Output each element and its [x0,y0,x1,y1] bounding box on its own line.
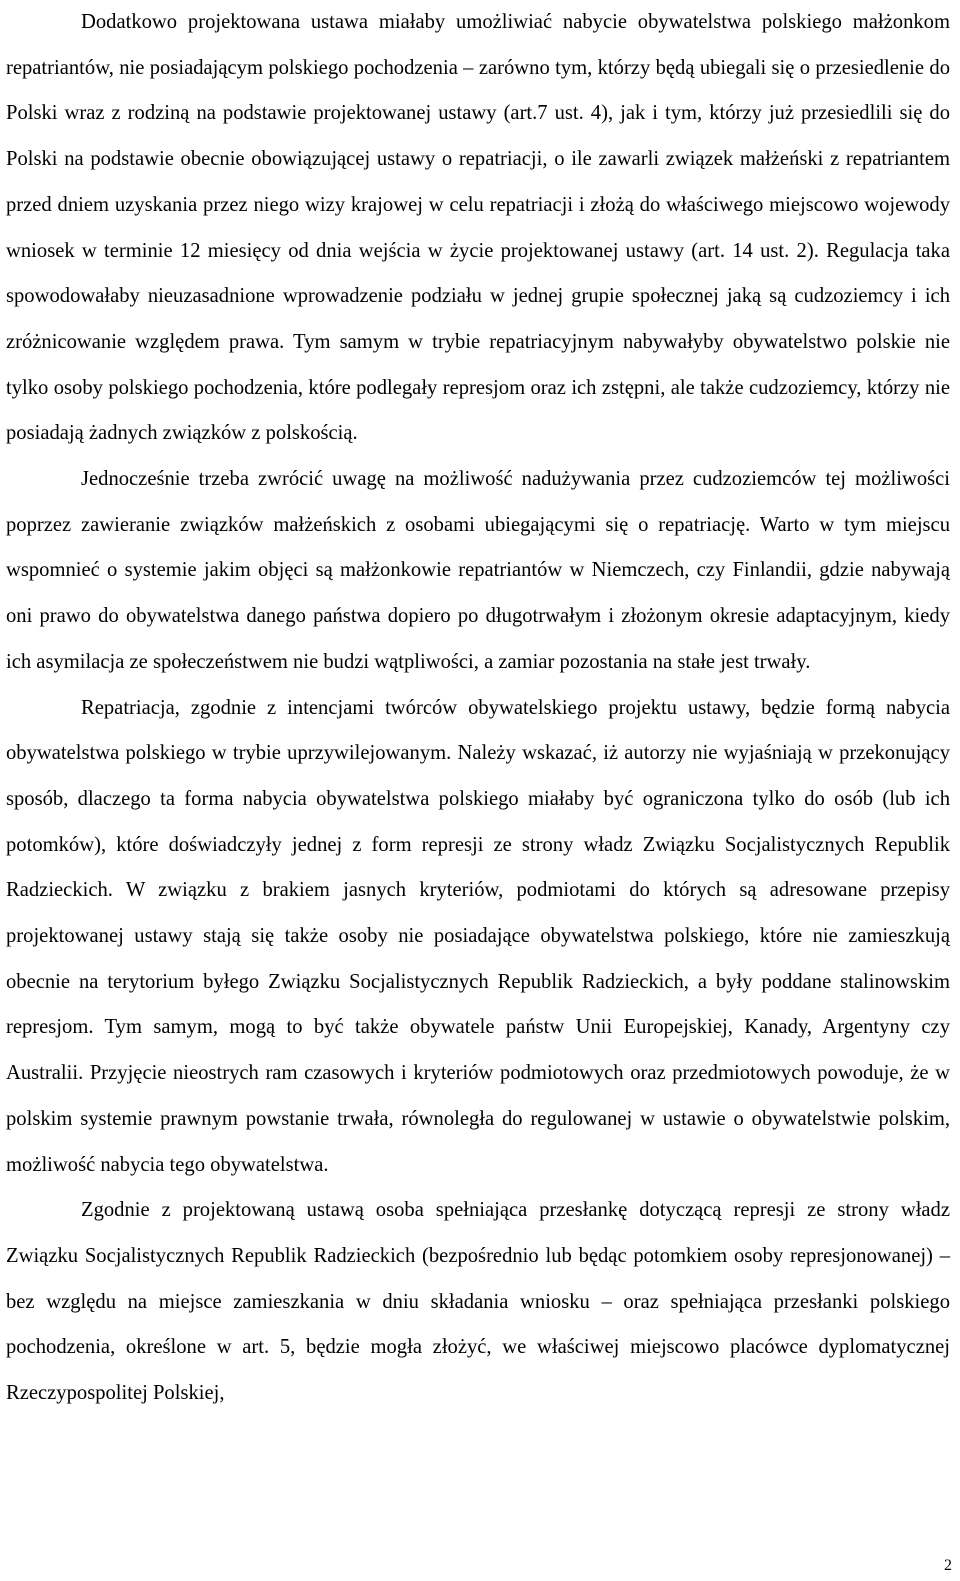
paragraph-2: Jednocześnie trzeba zwrócić uwagę na możliwość nadużywania przez cudzoziemców tej możliwości poprzez zawieranie związków małżeńskich z osobami ubiegającymi się o repatriację. Warto w tym miejscu wspomnieć o systemie jakim objęci są małżonkowie repatriantów w Niemczech, czy Finlandii, gdzie nabywają oni prawo do obywatelstwa danego państwa dopiero po długotrwałym i złożonym okresie adaptacyjnym, kiedy ich asymilacja ze społeczeństwem nie budzi wątpliwości, a zamiar pozostania na stałe jest trwały. [6,468,950,673]
document-page [6,0,950,1417]
paragraph-4: Zgodnie z projektowaną ustawą osoba spełniająca przesłankę dotyczącą represji ze strony władz Związku Socjalistycznych Republik Radzieckich (bezpośrednio lub będąc potomkiem osoby represjonowanej) – bez względu na miejsce zamieszkania w dniu składania wniosku – oraz spełniająca przesłanki polskiego pochodzenia, określone w art. 5, będzie mogła złożyć, we właściwej miejscowo placówce dyplomatycznej Rzeczypospolitej Polskiej, [6,1199,950,1405]
paragraph-3: Repatriacja, zgodnie z intencjami twórców obywatelskiego projektu ustawy, będzie formą nabycia obywatelstwa polskiego w trybie uprzywilejowanym. Należy wskazać, iż autorzy nie wyjaśniają w przekonujący sposób, dlaczego ta forma nabycia obywatelstwa polskiego miałaby być ograniczona tylko do osób (lub ich potomków), które doświadczyły jednej z form represji ze strony władz Związku Socjalistycznych Republik Radzieckich. W związku z brakiem jasnych kryteriów, podmiotami do których są adresowane przepisy projektowanej ustawy stają się także osoby nie posiadające obywatelstwa polskiego, które nie zamieszkują obecnie na terytorium byłego Związku Socjalistycznych Republik Radzieckich, a były poddane stalinowskim represjom. Tym samym, mogą to być także obywatele państw Unii Europejskiej, Kanady, Argentyny czy Australii. Przyjęcie nieostrych ram czasowych i kryteriów podmiotowych oraz przedmiotowych powoduje, że w polskim systemie prawnym powstanie trwała, równoległa do regulowanej w ustawie o obywatelstwie polskim, możliwość nabycia tego obywatelstwa. [6,696,950,1176]
page-number: 2 [944,1557,952,1574]
paragraph-1: Dodatkowo projektowana ustawa miałaby umożliwiać nabycie obywatelstwa polskiego małżonkom repatriantów, nie posiadającym polskiego pochodzenia – zarówno tym, którzy będą ubiegali się o przesiedlenie do Polski wraz z rodziną na podstawie projektowanej ustawy (art.7 ust. 4), jak i tym, którzy już przesiedlili się do Polski na podstawie obecnie obowiązującej ustawy o repatriacji, o ile zawarli związek małżeński z repatriantem przed dniem uzyskania przez niego wizy krajowej w celu repatriacji i złożą do właściwego miejscowo wojewody wniosek w terminie 12 miesięcy od dnia wejścia w życie projektowanej ustawy (art. 14 ust. 2). Regulacja taka spowodowałaby nieuzasadnione wprowadzenie podziału w jednej grupie społecznej jaką są cudzoziemcy i ich zróżnicowanie względem prawa. Tym samym w trybie repatriacyjnym nabywałyby obywatelstwo polskie nie tylko osoby polskiego pochodzenia, które podlegały represjom oraz ich zstępni, ale także cudzoziemcy, którzy nie posiadają żadnych związków z polskością. [6,11,950,445]
